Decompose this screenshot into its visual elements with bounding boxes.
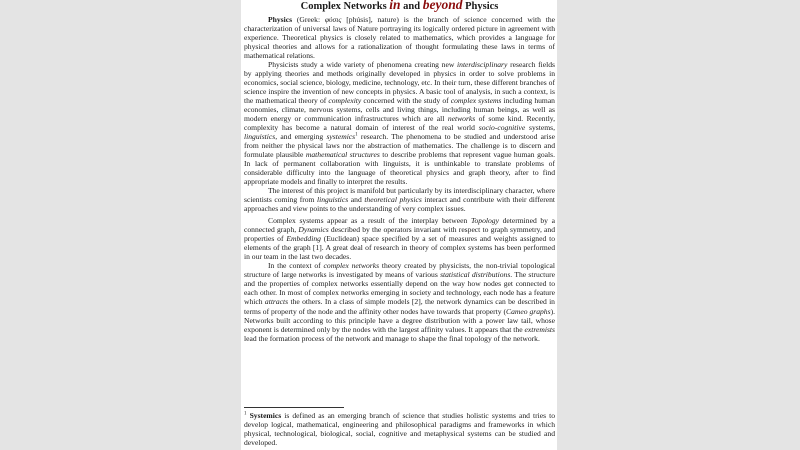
footnote-reference-mark: 1 xyxy=(355,132,358,138)
footnote: $^1$ Systemics is defined as an emerging branch of science that studies holistic systems and tries to develop logical, mathematical, engineering and philosophical paradigms and frameworks in which physical, technological, biological, social, cognitive and metaphysical systems can be studied and developed. xyxy=(244,411,555,448)
paragraph-interdisciplinary-research: Physicists study a wide variety of phenomena creating new interdisciplinary research fields by applying theories and methods originally developed in physics in order to solve problems in economics, social science, biology, medicine, technology, etc. In their turn, these different branches of science inspire the invention of new concepts in physics. A basic tool of analysis, in such a context, is the mathematical theory of complexity concerned with the study of complex systems including human economies, climate, nervous systems, cells and living things, including human beings, as well as modern energy or communication infrastructures which are all networks of some kind. Recently, complexity has become a natural domain of interest of the real world socio-cognitive systems, linguistics, and emerging systemics$^1$ research. The phenomena to be studied and understood arise from neither the physical laws nor the abstraction of mathematics. The challenge is to discern and formulate plausible mathematical structures to describe problems that represent vague human goals. In lack of permanent collaboration with linguists, it is unthinkable to translate problems of considerable difficulty into the language of theoretical physics and graph theory, after to find appropriate models and finally to interpret the results. xyxy=(244,60,556,187)
footnote-divider xyxy=(244,407,344,408)
paragraph-complex-networks: In the context of complex networks theory created by physicists, the non-trivial topological structure of large networks is investigated by means of various statistical distributions. The structure and the properties of complex networks essentially depend on the way how nodes get connected to each other. In most of complex networks emerging in society and technology, each node has a feature which attracts the others. In a class of simple models [2], the network dynamics can be described in terms of property of the node and the affinity other nodes have towards that property (Cameo graphs). Networks built according to this principle have a degree distribution with a power law tail, whose exponent is determined only by the nodes with the largest affinity values. It appears that the extremists lead the formation process of the network and manage to shape the final topology of the network. xyxy=(244,261,555,343)
title-word-in: in xyxy=(389,0,401,12)
title-word-beyond: beyond xyxy=(422,0,463,12)
page-title: Complex Networks in and beyond Physics xyxy=(244,0,555,15)
right-gray-margin xyxy=(557,0,800,450)
document-page xyxy=(241,0,557,450)
page-content xyxy=(244,0,555,343)
paragraph-project-interest: The interest of this project is manifold but particularly by its interdisciplinary character, where scientists coming from linguistics and theoretical physics interact and contribute with their different approaches and view points to the understanding of very complex issues. xyxy=(244,186,556,214)
left-gray-margin xyxy=(0,0,241,450)
footnote-mark: 1 xyxy=(244,411,247,417)
paragraph-complex-systems: Complex systems appear as a result of the interplay between Topology determined by a connected graph, Dynamics described by the operators invariant with respect to graph symmetry, and properties of Embedding (Euclidean) space specified by a set of measures and weights assigned to elements of the graph [1]. A great deal of research in theory of complex systems has been performed in our team in the last two decades. xyxy=(244,216,555,262)
paragraph-physics-definition: Physics (Greek: φύσις [phúsis], nature) is the branch of science concerned with the characterization of universal laws of Nature portraying its logically ordered picture in agreement with experience. Theoretical physics is closely related to mathematics, which provides a language for physical theories and allows for a rationalization of thought formulating these laws in terms of mathematical relations. xyxy=(244,15,555,61)
